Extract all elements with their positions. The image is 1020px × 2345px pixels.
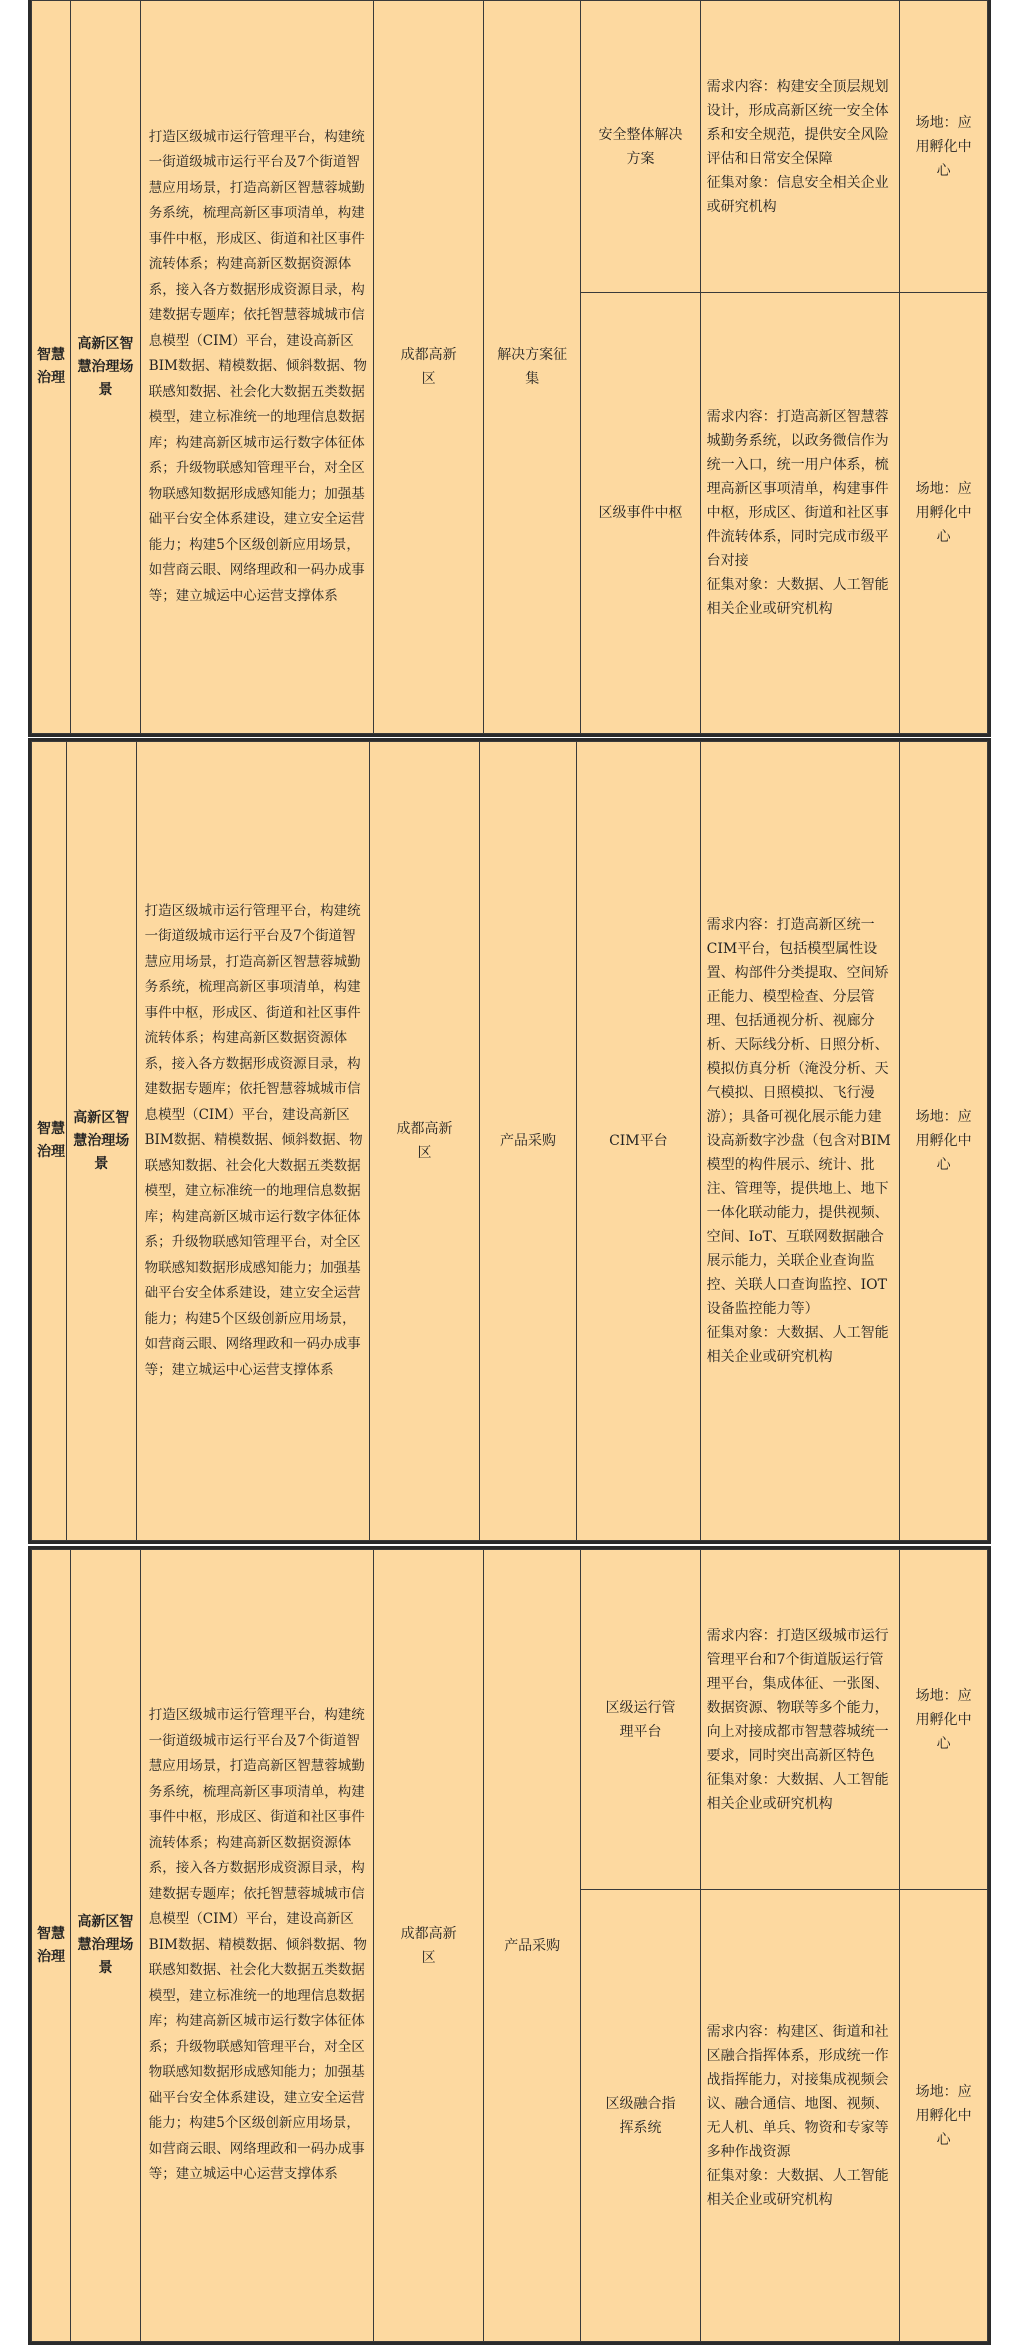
method-cell: 产品采购 bbox=[484, 1550, 581, 2342]
table-row bbox=[32, 1, 988, 293]
venue-cell: 场地：应用孵化中心 bbox=[900, 1890, 988, 2342]
method-cell: 产品采购 bbox=[479, 742, 576, 1541]
venue-cell: 场地：应用孵化中心 bbox=[900, 742, 988, 1541]
category-cell: 智慧治理 bbox=[32, 1550, 71, 2342]
venue-cell: 场地：应用孵化中心 bbox=[900, 293, 988, 734]
scene-table-2 bbox=[31, 741, 988, 1541]
requirement-cell: 需求内容：打造区级城市运行管理平台和7个街道版运行管理平台，集成体征、一张图、数据资源、物联等多个能力，向上对接成都市智慧蓉城统一要求，同时突出高新区特色 征集对象：大数据、人工智能相关企业或研究机构 bbox=[700, 1550, 900, 1890]
requirement-cell: 需求内容：打造高新区智慧蓉城勤务系统，以政务微信作为统一入口，统一用户体系，梳理高新区事项清单，构建事件中枢，形成区、街道和社区事件流转体系，同时完成市级平台对接 征集对象：大数据、人工智能相关企业或研究机构 bbox=[700, 293, 900, 734]
scene-table-3 bbox=[31, 1549, 988, 2342]
requirement-cell: 需求内容：构建安全顶层规划设计，形成高新区统一安全体系和安全规范，提供安全风险评估和日常安全保障 征集对象：信息安全相关企业或研究机构 bbox=[700, 1, 900, 293]
content-cell: 打造区级城市运行管理平台，构建统一街道级城市运行平台及7个街道智慧应用场景，打造高新区智慧蓉城勤务系统，梳理高新区事项清单，构建事件中枢，形成区、街道和社区事件流转体系；构建高新区数据资源体系，接入各方数据形成资源目录，构建数据专题库；依托智慧蓉城城市信息模型（CIM）平台，建设高新区BIM数据、精模数据、倾斜数据、物联感知数据、社会化大数据五类数据模型，建立标准统一的地理信息数据库；构建高新区城市运行数字体征体系；升级物联感知管理平台，对全区物联感知数据形成感知能力；加强基础平台安全体系建设，建立安全运营能力；构建5个区级创新应用场景，如营商云眼、网络理政和一码办成事等；建立城运中心运营支撑体系 bbox=[136, 742, 369, 1541]
scene-cell: 高新区智慧治理场景 bbox=[66, 742, 136, 1541]
requirement-cell: 需求内容：构建区、街道和社区融合指挥体系，形成统一作战指挥能力，对接集成视频会议、融合通信、地图、视频、无人机、单兵、物资和专家等多种作战资源 征集对象：大数据、人工智能相关企业或研究机构 bbox=[700, 1890, 900, 2342]
category-cell: 智慧治理 bbox=[32, 742, 67, 1541]
table-row bbox=[32, 1550, 988, 1890]
content-cell: 打造区级城市运行管理平台，构建统一街道级城市运行平台及7个街道智慧应用场景，打造高新区智慧蓉城勤务系统，梳理高新区事项清单，构建事件中枢，形成区、街道和社区事件流转体系；构建高新区数据资源体系，接入各方数据形成资源目录，构建数据专题库；依托智慧蓉城城市信息模型（CIM）平台，建设高新区BIM数据、精模数据、倾斜数据、物联感知数据、社会化大数据五类数据模型，建立标准统一的地理信息数据库；构建高新区城市运行数字体征体系；升级物联感知管理平台，对全区物联感知数据形成感知能力；加强基础平台安全体系建设，建立安全运营能力；构建5个区级创新应用场景，如营商云眼、网络理政和一码办成事等；建立城运中心运营支撑体系 bbox=[140, 1550, 373, 2342]
region-cell: 成都高新区 bbox=[370, 742, 480, 1541]
table-block-1 bbox=[28, 0, 991, 737]
scene-table-1 bbox=[31, 0, 988, 734]
table-block-2 bbox=[28, 738, 991, 1544]
venue-cell: 场地：应用孵化中心 bbox=[900, 1550, 988, 1890]
item-cell: 区级运行管理平台 bbox=[581, 1550, 700, 1890]
venue-cell: 场地：应用孵化中心 bbox=[900, 1, 988, 293]
region-cell: 成都高新区 bbox=[374, 1550, 484, 2342]
method-cell: 解决方案征集 bbox=[484, 1, 581, 734]
item-cell: 安全整体解决方案 bbox=[581, 1, 700, 293]
item-cell: 区级融合指挥系统 bbox=[581, 1890, 700, 2342]
content-cell: 打造区级城市运行管理平台，构建统一街道级城市运行平台及7个街道智慧应用场景，打造高新区智慧蓉城勤务系统，梳理高新区事项清单，构建事件中枢，形成区、街道和社区事件流转体系；构建高新区数据资源体系，接入各方数据形成资源目录，构建数据专题库；依托智慧蓉城城市信息模型（CIM）平台，建设高新区BIM数据、精模数据、倾斜数据、物联感知数据、社会化大数据五类数据模型，建立标准统一的地理信息数据库；构建高新区城市运行数字体征体系；升级物联感知管理平台，对全区物联感知数据形成感知能力；加强基础平台安全体系建设，建立安全运营能力；构建5个区级创新应用场景，如营商云眼、网络理政和一码办成事等；建立城运中心运营支撑体系 bbox=[140, 1, 373, 734]
requirement-cell: 需求内容：打造高新区统一CIM平台，包括模型属性设置、构部件分类提取、空间矫正能力、模型检查、分层管理、包括通视分析、视廊分析、天际线分析、日照分析、模拟仿真分析（淹没分析、天气模拟、日照模拟、飞行漫游）；具备可视化展示能力建设高新数字沙盘（包含对BIM模型的构件展示、统计、批注、管理等，提供地上、地下一体化联动能力，提供视频、空间、IoT、互联网数据融合展示能力，关联企业查询监控、关联人口查询监控、IOT设备监控能力等） 征集对象：大数据、人工智能相关企业或研究机构 bbox=[700, 742, 900, 1541]
scene-cell: 高新区智慧治理场景 bbox=[71, 1, 141, 734]
category-cell: 智慧治理 bbox=[32, 1, 71, 734]
item-cell: CIM平台 bbox=[577, 742, 701, 1541]
table-block-3 bbox=[28, 1546, 991, 2345]
table-row bbox=[32, 742, 988, 1541]
item-cell: 区级事件中枢 bbox=[581, 293, 700, 734]
scene-cell: 高新区智慧治理场景 bbox=[71, 1550, 141, 2342]
region-cell: 成都高新区 bbox=[374, 1, 484, 734]
